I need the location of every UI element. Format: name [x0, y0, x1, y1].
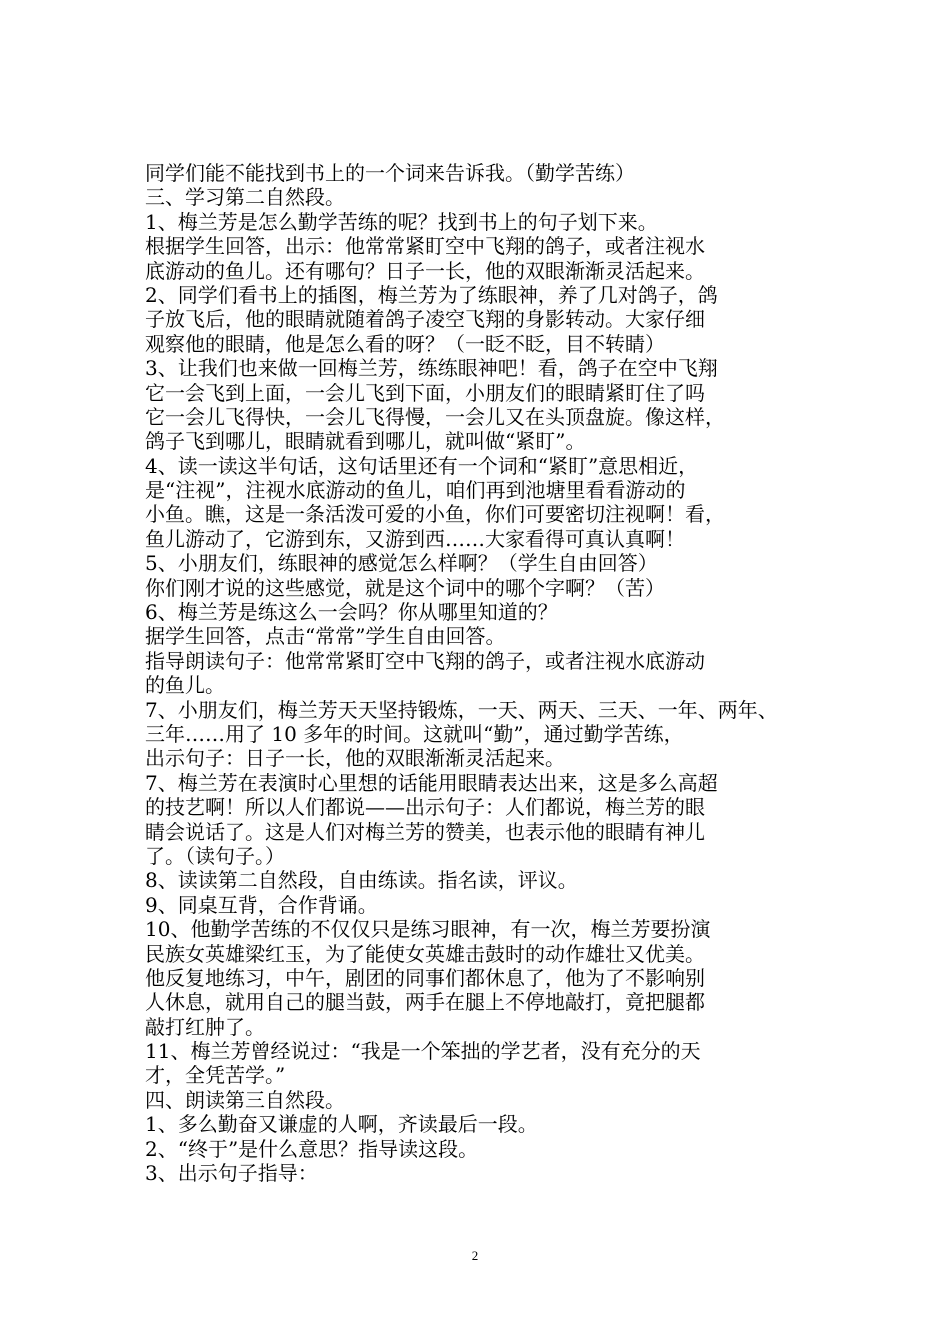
text-line: 10、他勤学苦练的不仅仅只是练习眼神，有一次，梅兰芳要扮演 — [145, 917, 711, 942]
text-line: 子放飞后，他的眼睛就随着鸽子凌空飞翔的身影转动。大家仔细 — [145, 307, 705, 332]
text-line: 同学们能不能找到书上的一个词来告诉我。（勤学苦练） — [145, 161, 635, 185]
text-line: 三、学习第二自然段。 — [145, 185, 345, 210]
text-line: 鸽子飞到哪儿，眼睛就看到哪儿，就叫做“紧盯”。 — [145, 429, 586, 454]
text-line: 是“注视”，注视水底游动的鱼儿，咱们再到池塘里看看游动的 — [145, 478, 686, 503]
text-line: 1、梅兰芳是怎么勤学苦练的呢？找到书上的句子划下来。 — [145, 209, 658, 234]
text-line: 指导朗读句子：他常常紧盯空中飞翔的鸽子，或者注视水底游动 — [145, 648, 705, 673]
text-line: 11、梅兰芳曾经说过：“我是一个笨拙的学艺者，没有充分的天 — [145, 1039, 701, 1064]
text-line: 6、梅兰芳是练这么一会吗？你从哪里知道的？ — [145, 600, 558, 625]
text-line: 8、读读第二自然段，自由练读。指名读，评议。 — [145, 868, 578, 893]
text-line: 5、小朋友们，练眼神的感觉怎么样啊？（学生自由回答） — [145, 551, 658, 576]
text-line: 了。（读句子。） — [145, 843, 285, 868]
text-line: 2、“终于”是什么意思？指导读这段。 — [145, 1136, 479, 1161]
text-line: 9、同桌互背，合作背诵。 — [145, 892, 378, 917]
text-line: 它一会儿飞得快，一会儿飞得慢，一会儿又在头顶盘旋。像这样， — [145, 404, 725, 429]
text-line: 观察他的眼睛，他是怎么看的呀？（一眨不眨，目不转睛） — [145, 331, 665, 356]
text-line: 的鱼儿。 — [145, 673, 225, 698]
text-line: 出示句子：日子一长，他的双眼渐渐灵活起来。 — [145, 746, 565, 771]
text-line: 7、小朋友们，梅兰芳天天坚持锻炼，一天、两天、三天、一年、两年、 — [145, 697, 778, 722]
text-line: 敲打红肿了。 — [145, 1014, 265, 1039]
text-line: 小鱼。瞧，这是一条活泼可爱的小鱼，你们可要密切注视啊！看， — [145, 502, 725, 527]
text-line: 4、读一读这半句话，这句话里还有一个词和“紧盯”意思相近， — [145, 453, 699, 478]
text-line: 根据学生回答，出示：他常常紧盯空中飞翔的鸽子，或者注视水 — [145, 234, 705, 259]
text-line: 人休息，就用自己的腿当鼓，两手在腿上不停地敲打，竟把腿都 — [145, 990, 705, 1015]
text-line: 据学生回答，点击“常常”学生自由回答。 — [145, 624, 506, 649]
text-line: 你们刚才说的这些感觉，就是这个词中的哪个字啊？（苦） — [145, 575, 665, 600]
text-line: 鱼儿游动了，它游到东，又游到西……大家看得可真认真啊！ — [145, 526, 685, 551]
text-line: 三年……用了 10 多年的时间。这就叫“勤”，通过勤学苦练， — [145, 721, 684, 746]
text-line: 底游动的鱼儿。还有哪句？日子一长，他的双眼渐渐灵活起来。 — [145, 258, 705, 283]
text-line: 7、梅兰芳在表演时心里想的话能用眼睛表达出来，这是多么高超 — [145, 770, 718, 795]
text-line: 睛会说话了。这是人们对梅兰芳的赞美，也表示他的眼睛有神儿 — [145, 819, 705, 844]
text-line: 2、同学们看书上的插图，梅兰芳为了练眼神，养了几对鸽子，鸽 — [145, 282, 718, 307]
text-line: 1、多么勤奋又谦虚的人啊，齐读最后一段。 — [145, 1112, 538, 1137]
text-line: 才，全凭苦学。” — [145, 1063, 286, 1088]
text-line: 3、让我们也来做一回梅兰芳，练练眼神吧！看，鸽子在空中飞翔 — [145, 356, 718, 381]
document-body — [145, 161, 815, 1185]
text-line: 3、出示句子指导： — [145, 1161, 318, 1186]
text-line: 四、朗读第三自然段。 — [145, 1087, 345, 1112]
text-line: 它一会飞到上面，一会儿飞到下面，小朋友们的眼睛紧盯住了吗 — [145, 380, 705, 405]
page-number: 2 — [471, 1248, 479, 1263]
text-line: 他反复地练习，中午，剧团的同事们都休息了，他为了不影响别 — [145, 965, 705, 990]
text-line: 的技艺啊！所以人们都说——出示句子：人们都说，梅兰芳的眼 — [145, 795, 705, 820]
text-line: 民族女英雄梁红玉，为了能使女英雄击鼓时的动作雄壮又优美。 — [145, 941, 705, 966]
